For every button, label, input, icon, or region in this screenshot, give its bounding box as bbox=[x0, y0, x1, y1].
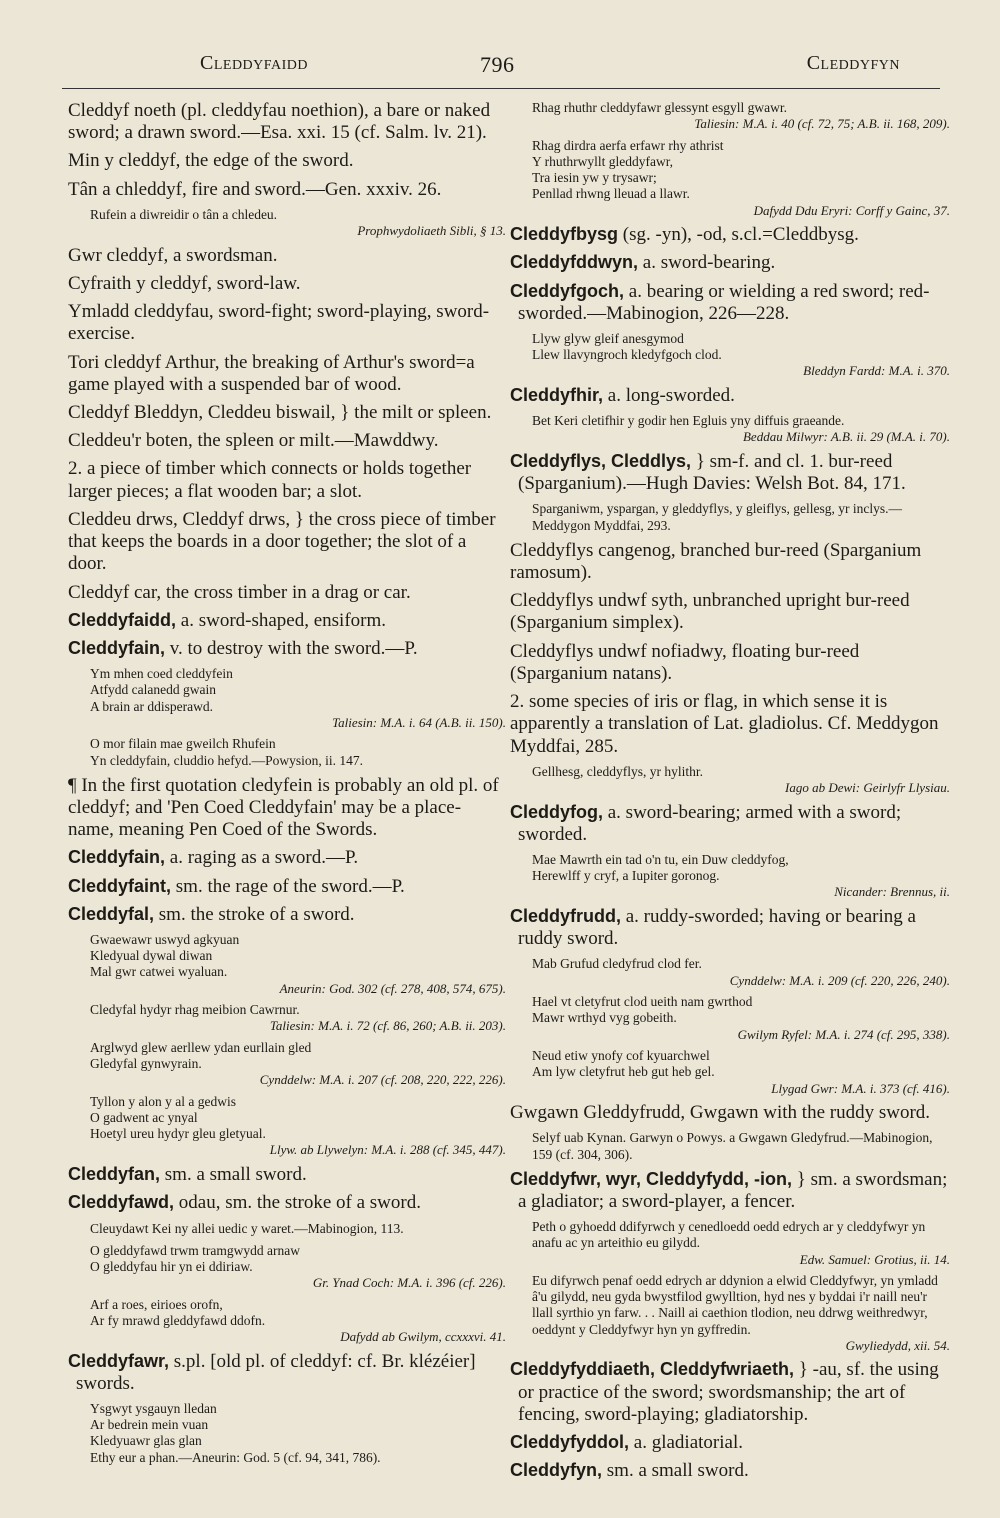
quotation-line: Atfydd calanedd gwain bbox=[90, 682, 216, 698]
quotation bbox=[532, 138, 950, 218]
definition-text: v. to destroy with the sword.—P. bbox=[165, 637, 418, 659]
running-header bbox=[60, 52, 940, 80]
quotation-line: A brain ar ddisperawd. bbox=[90, 698, 213, 714]
quotation-line: Llew llavyngroch kledyfgoch clod. bbox=[532, 347, 722, 363]
definition-text: sm. a small sword. bbox=[160, 1164, 307, 1186]
quotation-line: Herewlff y cryf, a Iupiter goronog. bbox=[532, 868, 720, 884]
quotation bbox=[90, 1002, 506, 1034]
definition-text: Min y cleddyf, the edge of the sword. bbox=[68, 150, 354, 172]
definition-text: a. ruddy-sworded; having or bearing a ruddy sword. bbox=[518, 905, 916, 950]
quotation-source: Prophwydoliaeth Sibli, § 13. bbox=[357, 223, 506, 239]
quotation bbox=[90, 207, 506, 239]
headword: Cleddyfaint, bbox=[68, 875, 172, 896]
sub-entry bbox=[68, 582, 506, 604]
quotation-source: Nicander: Brennus, ii. bbox=[834, 884, 950, 900]
quotation-line: Llyw glyw gleif anesgymod bbox=[532, 331, 684, 346]
quotation bbox=[90, 1040, 506, 1088]
quotation bbox=[532, 413, 950, 445]
definition-text: sm. the rage of the sword.—P. bbox=[171, 875, 405, 897]
quotation-line: O gadwent ac ynyal bbox=[90, 1110, 198, 1126]
dictionary-entry bbox=[510, 224, 950, 246]
headword: Cleddyfhir, bbox=[510, 384, 604, 405]
sub-entry bbox=[68, 352, 506, 396]
dictionary-entry bbox=[510, 281, 950, 325]
headword: Cleddyfyddiaeth, Cleddyfwriaeth, bbox=[510, 1359, 795, 1380]
definition-text: s.pl. [old pl. of cleddyf: cf. Br. klézéier] swords. bbox=[76, 1350, 476, 1394]
quotation-line: Mawr wrthyd vyg gobeith. bbox=[532, 1010, 677, 1026]
quotation bbox=[90, 1297, 506, 1345]
quotation-line: Gledyfal gynwyrain. bbox=[90, 1056, 202, 1072]
quotation-line: Mae Mawrth ein tad o'n tu, ein Duw cleddyfog, bbox=[532, 851, 789, 867]
quotation-line: Hael vt cletyfrut clod ueith nam gwrthod bbox=[532, 994, 753, 1010]
quotation bbox=[532, 852, 950, 900]
sub-entry bbox=[68, 301, 506, 345]
sub-entry bbox=[68, 775, 506, 842]
quotation-line: Hoetyl ureu hydyr gleu gletyual. bbox=[90, 1126, 266, 1142]
dictionary-entry bbox=[510, 451, 950, 495]
quotation-line: Sparganiwm, yspargan, y gleddyflys, y gleiflys, gellesg, yr inclys.—Meddygon Myddfai, 293. bbox=[532, 501, 902, 533]
quotation-line: Rufein a diwreidir o tân a chledeu. bbox=[90, 206, 278, 222]
headword: Cleddyfain, bbox=[68, 847, 166, 868]
headword: Cleddyfain, bbox=[68, 637, 166, 658]
quotation bbox=[532, 1219, 950, 1267]
sub-entry bbox=[510, 540, 950, 584]
quotation-source: Dafydd Ddu Eryri: Corff y Gainc, 37. bbox=[753, 202, 950, 218]
quotation bbox=[90, 666, 506, 730]
right-column bbox=[510, 100, 950, 1482]
quotation-line: Rhag rhuthr cleddyfawr glessynt esgyll gwawr. bbox=[532, 100, 787, 115]
quotation bbox=[532, 1273, 950, 1353]
quotation-line: O mor filain mae gweilch Rhufein bbox=[90, 736, 276, 752]
quotation-line: Am lyw cletyfrut heb gut heb gel. bbox=[532, 1064, 715, 1080]
headword: Cleddyfwr, wyr, Cleddyfydd, -ion, bbox=[510, 1168, 793, 1189]
quotation-line: Tra iesin yw y trysawr; bbox=[532, 170, 657, 186]
definition-text: Ymladd cleddyfau, sword-fight; sword-playing, sword-exercise. bbox=[68, 301, 490, 345]
dictionary-entry bbox=[68, 904, 506, 926]
quotation-line: Kledyual dywal diwan bbox=[90, 948, 213, 964]
quotation-line: Cleuydawt Kei ny allei uedic y waret.—Mabinogion, 113. bbox=[90, 1220, 404, 1236]
page-number: 796 bbox=[480, 52, 515, 77]
quotation-line: Gwaewawr uswyd agkyuan bbox=[90, 932, 240, 947]
quotation bbox=[532, 100, 950, 132]
dictionary-entry bbox=[510, 1432, 950, 1454]
definition-text: Cleddeu drws, Cleddyf drws, } the cross piece of timber that keeps the boards in a door together; the slot of a door. bbox=[68, 508, 496, 575]
quotation-source: Taliesin: M.A. i. 40 (cf. 72, 75; A.B. ii. 168, 209). bbox=[694, 116, 950, 132]
definition-text: sm. the stroke of a sword. bbox=[154, 903, 355, 925]
sub-entry bbox=[68, 245, 506, 267]
dictionary-entry bbox=[510, 802, 950, 846]
header-right-word: Cleddyfyn bbox=[806, 52, 900, 74]
headword: Cleddyfyn, bbox=[510, 1460, 603, 1481]
quotation-source: Aneurin: God. 302 (cf. 278, 408, 574, 675). bbox=[279, 980, 506, 996]
quotation bbox=[532, 501, 950, 533]
dictionary-entry bbox=[68, 1164, 506, 1186]
sub-entry bbox=[510, 641, 950, 685]
quotation-line: Mab Grufud cledyfrud clod fer. bbox=[532, 956, 702, 972]
sub-entry bbox=[68, 458, 506, 502]
definition-text: 2. some species of iris or flag, in which sense it is apparently a translation of Lat. gladiolus. Cf. Meddygon Myddfai, 285. bbox=[510, 691, 939, 757]
quotation-line: Bet Keri cletifhir y godir hen Egluis yny diffuis graeande. bbox=[532, 413, 845, 429]
headword: Cleddyfawd, bbox=[68, 1192, 175, 1213]
definition-text: a. sword-bearing. bbox=[638, 252, 776, 274]
quotation-line: Penllad rhwng lleuad a llawr. bbox=[532, 186, 690, 202]
dictionary-entry bbox=[68, 638, 506, 660]
quotation bbox=[532, 331, 950, 379]
header-rule bbox=[62, 88, 940, 89]
quotation-line: O gleddyfawd trwm tramgwydd arnaw bbox=[90, 1242, 300, 1258]
headword: Cleddyfbysg bbox=[510, 224, 619, 245]
quotation-line: Eu difyrwch penaf oedd edrych ar ddynion a elwid Cleddyfwyr, yn ymladd â'u gilydd, neu gyda bwystfilod gwylltion, hyd nes y byddai i'r naill neu'r llall syrthio yn farw. . . Naill ai caethion tlodion, neu ddrwg weithredwyr, oeddynt y Cleddyfwyr hyn yn gyffredin. bbox=[532, 1273, 938, 1337]
headword: Cleddyfgoch, bbox=[510, 280, 625, 301]
quotation-line: Kledyuawr glas glan bbox=[90, 1433, 202, 1449]
quotation bbox=[532, 764, 950, 796]
dictionary-entry bbox=[68, 1351, 506, 1395]
quotation-line: Arglwyd glew aerllew ydan eurllain gled bbox=[90, 1039, 312, 1055]
definition-text: Cleddyf noeth (pl. cleddyfau noethion), a bare or naked sword; a drawn sword.—Esa. xxi. 15 (cf. Salm. lv. 21). bbox=[68, 100, 491, 144]
dictionary-entry bbox=[510, 385, 950, 407]
sub-entry bbox=[68, 430, 506, 452]
quotation-source: Gwilym Ryfel: M.A. i. 274 (cf. 295, 338). bbox=[737, 1026, 950, 1042]
quotation-line: O gleddyfau hir yn ei ddiriaw. bbox=[90, 1258, 253, 1274]
quotation-line: Ysgwyt ysgauyn lledan bbox=[90, 1401, 217, 1417]
headword: Cleddyfawr, bbox=[68, 1350, 170, 1371]
quotation-line: Rhag dirdra aerfa erfawr rhy athrist bbox=[532, 137, 724, 153]
definition-text: Cleddyflys cangenog, branched bur-reed (Sparganium ramosum). bbox=[510, 539, 922, 583]
quotation-line: Gellhesg, cleddyflys, yr hylithr. bbox=[532, 763, 703, 779]
headword: Cleddyfaidd, bbox=[68, 609, 177, 630]
quotation-source: Bleddyn Fardd: M.A. i. 370. bbox=[803, 363, 950, 379]
quotation-source: Llygad Gwr: M.A. i. 373 (cf. 416). bbox=[771, 1080, 950, 1096]
quotation bbox=[532, 994, 950, 1042]
quotation-line: Neud etiw ynofy cof kyuarchwel bbox=[532, 1048, 710, 1064]
quotation bbox=[90, 1401, 506, 1466]
sub-entry bbox=[68, 150, 506, 172]
sub-entry bbox=[68, 509, 506, 576]
quotation-line: Cledyfal hydyr rhag meibion Cawrnur. bbox=[90, 1002, 300, 1018]
definition-text: Cleddyf car, the cross timber in a drag or car. bbox=[68, 581, 411, 603]
definition-text: } sm. a swordsman; a gladiator; a sword-player, a fencer. bbox=[518, 1168, 948, 1212]
sub-entry bbox=[68, 100, 506, 144]
quotation-source: Edw. Samuel: Grotius, ii. 14. bbox=[799, 1251, 950, 1267]
definition-text: a. sword-bearing; armed with a sword; sworded. bbox=[518, 801, 902, 845]
quotation bbox=[532, 956, 950, 988]
quotation-source: Gwyliedydd, xii. 54. bbox=[845, 1337, 950, 1353]
definition-text: Cleddyflys undwf syth, unbranched upright bur-reed (Sparganium simplex). bbox=[510, 590, 910, 634]
sub-entry bbox=[510, 1102, 950, 1124]
quotation-source: Beddau Milwyr: A.B. ii. 29 (M.A. i. 70). bbox=[742, 429, 950, 445]
definition-text: (sg. -yn), -od, s.cl.=Cleddbysg. bbox=[618, 224, 859, 246]
definition-text: Gwgawn Gleddyfrudd, Gwgawn with the ruddy sword. bbox=[510, 1102, 931, 1124]
sub-entry bbox=[68, 402, 506, 424]
definition-text: Cyfraith y cleddyf, sword-law. bbox=[68, 272, 301, 294]
quotation-line: Tyllon y alon y al a gedwis bbox=[90, 1093, 237, 1109]
quotation-source: Gr. Ynad Coch: M.A. i. 396 (cf. 226). bbox=[312, 1275, 506, 1291]
definition-text: a. long-sworded. bbox=[603, 384, 735, 406]
headword: Cleddyfal, bbox=[68, 903, 155, 924]
headword: Cleddyfyddol, bbox=[510, 1432, 630, 1453]
quotation-source: Cynddelw: M.A. i. 207 (cf. 208, 220, 222, 226). bbox=[259, 1072, 506, 1088]
left-column bbox=[68, 100, 506, 1465]
quotation-line: Yn cleddyfain, cluddio hefyd.—Powysion, ii. 147. bbox=[90, 752, 363, 768]
quotation-line: Ar bedrein mein vuan bbox=[90, 1417, 209, 1433]
definition-text: Cleddeu'r boten, the spleen or milt.—Mawddwy. bbox=[68, 430, 439, 452]
dictionary-entry bbox=[510, 1460, 950, 1482]
quotation-source: Dafydd ab Gwilym, ccxxxvi. 41. bbox=[340, 1329, 506, 1345]
definition-text: a. gladiatorial. bbox=[629, 1432, 743, 1454]
quotation-line: Peth o gyhoedd ddifyrwch y cenedloedd oedd edrych ar y cleddyfwyr yn anafu ac yn arteithio eu gilydd. bbox=[532, 1219, 926, 1251]
quotation bbox=[90, 1221, 506, 1237]
quotation-source: Taliesin: M.A. i. 72 (cf. 86, 260; A.B. ii. 203). bbox=[269, 1018, 506, 1034]
definition-text: Cleddyflys undwf nofiadwy, floating bur-reed (Sparganium natans). bbox=[510, 640, 860, 684]
dictionary-entry bbox=[68, 610, 506, 632]
quotation-source: Taliesin: M.A. i. 64 (A.B. ii. 150). bbox=[332, 714, 506, 730]
sub-entry bbox=[510, 691, 950, 758]
dictionary-entry bbox=[510, 252, 950, 274]
quotation-source: Llyw. ab Llywelyn: M.A. i. 288 (cf. 345, 447). bbox=[269, 1142, 506, 1158]
definition-text: } -au, sf. the using or practice of the sword; swordsmanship; the art of fencing, sword-playing; gladiatorship. bbox=[518, 1359, 939, 1425]
quotation-line: Ym mhen coed cleddyfein bbox=[90, 666, 233, 682]
quotation bbox=[532, 1130, 950, 1162]
quotation bbox=[90, 932, 506, 996]
sub-entry bbox=[68, 179, 506, 201]
definition-text: 2. a piece of timber which connects or holds together larger pieces; a flat wooden bar; a slot. bbox=[68, 458, 472, 502]
definition-text: a. bearing or wielding a red sword; red-sworded.—Mabinogion, 226—228. bbox=[518, 280, 930, 324]
quotation-line: Ar fy mrawd gleddyfawd ddofn. bbox=[90, 1312, 266, 1328]
definition-text: } sm-f. and cl. 1. bur-reed (Sparganium).—Hugh Davies: Welsh Bot. 84, 171. bbox=[518, 450, 906, 495]
dictionary-entry bbox=[68, 876, 506, 898]
definition-text: sm. a small sword. bbox=[602, 1460, 749, 1482]
quotation-line: Selyf uab Kynan. Garwyn o Powys. a Gwgawn Gledyfrud.—Mabinogion, 159 (cf. 304, 306). bbox=[532, 1130, 933, 1162]
headword: Cleddyfog, bbox=[510, 801, 603, 822]
header-left-word: Cleddyfaidd bbox=[200, 52, 309, 74]
sub-entry bbox=[68, 273, 506, 295]
sub-entry bbox=[510, 590, 950, 634]
dictionary-entry bbox=[68, 1192, 506, 1214]
dictionary-entry bbox=[510, 1359, 950, 1426]
definition-text: Tori cleddyf Arthur, the breaking of Arthur's sword=a game played with a suspended bar of wood. bbox=[68, 351, 475, 395]
quotation bbox=[90, 1094, 506, 1158]
dictionary-entry bbox=[510, 1169, 950, 1213]
definition-text: ¶ In the first quotation cledyfein is probably an old pl. of cleddyf; and 'Pen Coed Cleddyfain' may be a place-name, meaning Pen Coed of the Swords. bbox=[68, 774, 499, 841]
definition-text: Tân a chleddyf, fire and sword.—Gen. xxxiv. 26. bbox=[68, 178, 442, 200]
quotation-source: Iago ab Dewi: Geirlyfr Llysiau. bbox=[784, 779, 950, 795]
headword: Cleddyfan, bbox=[68, 1164, 161, 1185]
quotation-line: Arf a roes, eirioes orofn, bbox=[90, 1296, 223, 1312]
quotation-source: Cynddelw: M.A. i. 209 (cf. 220, 226, 240). bbox=[729, 972, 950, 988]
definition-text: Cleddyf Bleddyn, Cleddeu biswail, } the milt or spleen. bbox=[68, 401, 492, 423]
dictionary-entry bbox=[510, 906, 950, 950]
quotation-line: Ethy eur a phan.—Aneurin: God. 5 (cf. 94, 341, 786). bbox=[90, 1449, 381, 1465]
definition-text: a. sword-shaped, ensiform. bbox=[176, 609, 387, 631]
headword: Cleddyflys, Cleddlys, bbox=[510, 450, 692, 471]
quotation bbox=[90, 1243, 506, 1291]
quotation-line: Y rhuthrwyllt gleddyfawr, bbox=[532, 153, 674, 169]
definition-text: a. raging as a sword.—P. bbox=[165, 847, 359, 869]
quotation-line: Mal gwr catwei wyaluan. bbox=[90, 964, 228, 980]
quotation bbox=[532, 1048, 950, 1096]
definition-text: odau, sm. the stroke of a sword. bbox=[174, 1192, 421, 1214]
dictionary-entry bbox=[68, 847, 506, 869]
headword: Cleddyfrudd, bbox=[510, 905, 621, 926]
headword: Cleddyfddwyn, bbox=[510, 252, 639, 273]
quotation bbox=[90, 736, 506, 768]
definition-text: Gwr cleddyf, a swordsman. bbox=[68, 244, 278, 266]
